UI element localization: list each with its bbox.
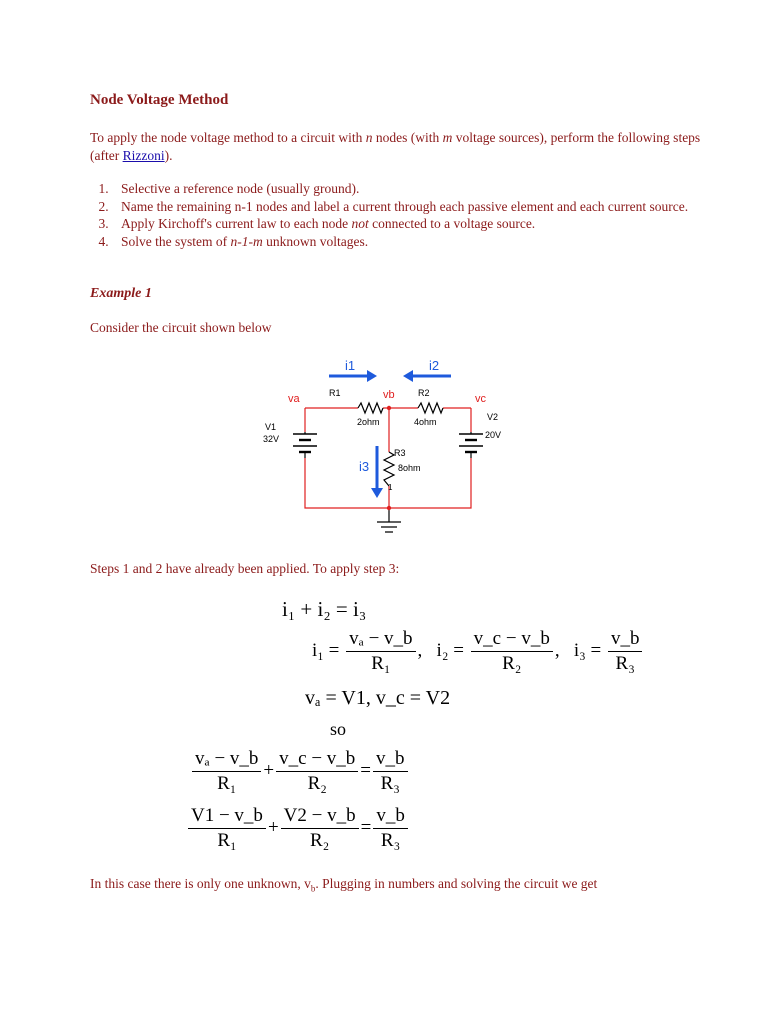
e2-den-2: R₂ (309, 830, 330, 851)
closing-subscript: b (310, 883, 316, 894)
circuit-diagram (255, 350, 515, 545)
intro-m: m (442, 130, 453, 145)
closing-text (90, 876, 597, 894)
step-4-text-c: unknown voltages. (262, 233, 369, 249)
e2-num-3: v_b (373, 805, 408, 829)
steps-list (90, 180, 732, 250)
equation-node-symbolic: $\frac{\text{vₐ − v\_b}}{\text{R₁}}$ + $\frac{v\_c - v\_b}{\text{R₂}}$ = $\frac{v\_b}{\text{R₃}}$ (190, 748, 410, 795)
e1-num-1: vₐ − v_b (192, 748, 261, 772)
e1-num-2: v_c − v_b (276, 748, 358, 772)
i2-denominator: R₂ (502, 653, 522, 674)
equation-so: so (330, 719, 347, 739)
list-item (112, 233, 732, 251)
label-v2-value: 20V (485, 430, 502, 440)
step-3-text-c: connected to a voltage source. (368, 216, 536, 231)
intro-paragraph (90, 129, 710, 165)
list-item (112, 180, 732, 198)
label-v1-value: 32V (263, 434, 280, 444)
closing-text-a: In this case there is only one unknown, v (90, 876, 311, 891)
i3-denominator: R₃ (615, 653, 635, 674)
intro-text-3: voltage sources), perform the following steps (after (90, 130, 701, 163)
step-3-text-a: Apply Kirchoff's current law to each node (121, 216, 352, 231)
e2-num-1: V1 − v_b (188, 805, 266, 829)
intro-n: n (365, 130, 373, 145)
step-4-text-a: Solve the system of (121, 233, 231, 249)
step-2-text: Name the remaining n-1 nodes and label a current through each passive element and each current source. (121, 198, 689, 214)
label-r3-value: 8ohm (398, 463, 421, 473)
step-1-text: Selective a reference node (usually ground). (121, 181, 360, 196)
e1-den-1: R₁ (217, 773, 237, 794)
intro-text-2: nodes (with (372, 130, 443, 145)
label-r1: R1 (329, 388, 341, 398)
label-r1-value: 2ohm (357, 417, 380, 427)
label-r3: R3 (394, 448, 406, 458)
i2-lhs: i₂ = (436, 639, 464, 661)
list-item (112, 198, 732, 216)
intro-text-4: ). (164, 148, 173, 163)
label-r2: R2 (418, 388, 430, 398)
equation-node-values: $\frac{V1 - v\_b}{\text{R₁}}$ + $\frac{V2 - v\_b}{\text{R₂}}$ = $\frac{v\_b}{\text{R₃}}$ (186, 805, 410, 852)
label-r3-node: 1 (388, 483, 393, 492)
i1-lhs: i₁ = (312, 639, 340, 661)
list-item (112, 215, 732, 233)
consider-text: Consider the circuit shown below (90, 320, 272, 335)
equation-currents: i₁ = $\frac{\text{vₐ − v\_b}}{\text{R₁}}$ , i₂ = $\frac{v\_c - v\_b}{\text{R₂}}$ , i₃ = $\frac{v\_b}{\text{R₃}}$ (312, 628, 644, 675)
example-heading: Example 1 (90, 286, 152, 301)
label-vc: vc (475, 393, 486, 405)
e1-num-3: v_b (373, 748, 408, 772)
label-v2: V2 (487, 412, 499, 422)
equation-sources: vₐ = V1, v_c = V2 (305, 687, 451, 709)
e2-num-2: V2 − v_b (281, 805, 359, 829)
e2-den-1: R₁ (217, 830, 237, 851)
step-4-formula: n-1-m (230, 233, 263, 249)
label-va: va (288, 393, 300, 405)
steps-applied-text: Steps 1 and 2 have already been applied. To apply step 3: (90, 561, 400, 576)
label-v1: V1 (265, 422, 277, 432)
i2-numerator: v_c − v_b (471, 628, 553, 652)
e2-den-3: R₃ (380, 830, 401, 851)
e1-den-3: R₃ (380, 773, 400, 794)
i1-denominator: R₁ (371, 653, 391, 674)
label-vb: vb (383, 389, 395, 401)
intro-text-1: To apply the node voltage method to a circuit with (90, 130, 366, 145)
equation-kcl: i₁ + i₂ = i₃ (282, 597, 367, 621)
label-r2-value: 4ohm (414, 417, 437, 427)
step-3-not: not (351, 216, 369, 231)
rizzoni-link[interactable]: Rizzoni (122, 148, 165, 163)
label-i2: i2 (429, 358, 440, 373)
closing-text-b: . Plugging in numbers and solving the circuit we get (315, 876, 598, 891)
label-i1: i1 (345, 358, 356, 373)
i1-numerator: vₐ − v_b (346, 628, 415, 652)
i3-numerator: v_b (608, 628, 643, 652)
page-title: Node Voltage Method (90, 92, 229, 108)
i3-lhs: i₃ = (573, 639, 602, 661)
e1-den-2: R₂ (307, 773, 327, 794)
label-i3: i3 (359, 459, 370, 474)
